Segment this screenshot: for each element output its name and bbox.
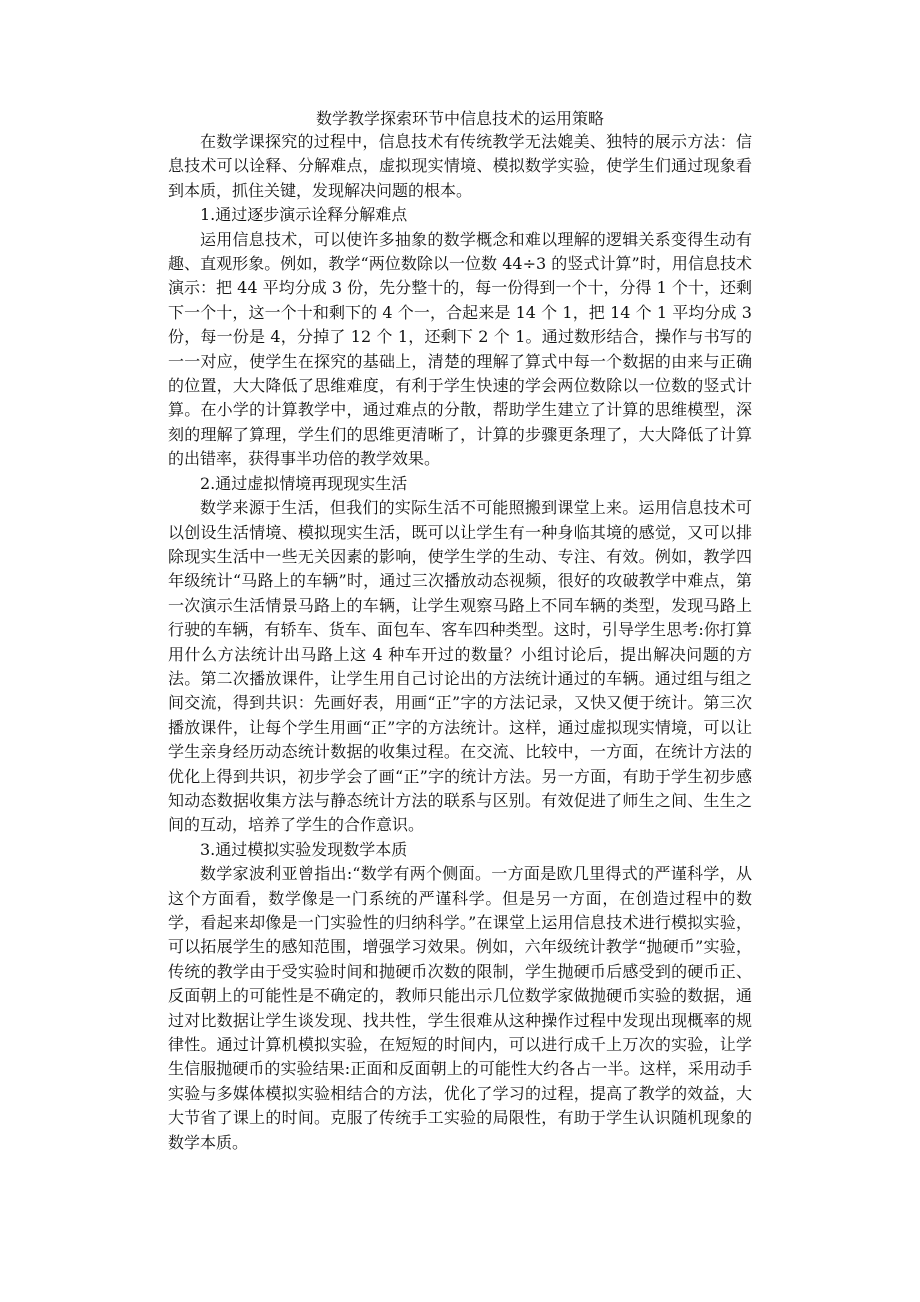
section-3-heading: 3.通过模拟实验发现数学本质 — [200, 839, 408, 859]
section-2-paragraph: 数学来源于生活，但我们的实际生活不可能照搬到课堂上来。运用信息技术可以创设生活情境、模拟现实生活，既可以让学生有一种身临其境的感觉，又可以排除现实生活中一些无关因素的影响，使学生学的生动、专注、有效。例如，教学四年级统计“马路上的车辆”时，通过三次播放动态视频，很好的攻破教学中难点，第一次演示生活情景马路上的车辆，让学生观察马路上不同车辆的类型，发现马路上行驶的车辆，有轿车、货车、面包车、客车四种类型。这时，引导学生思考:你打算用什么方法统计出马路上这 4 种车开过的数量？小组讨论后，提出解决问题的方法。第二次播放课件，让学生用自己讨论出的方法统计通过的车辆。通过组与组之间交流，得到共识：先画好表，用画“正”字的方法记录，又快又便于统计。第三次播放课件，让每个学生用画“正”字的方法统计。这样，通过虚拟现实情境，可以让学生亲身经历动态统计数据的收集过程。在交流、比较中，一方面，在统计方法的优化上得到共识，初步学会了画“正”字的统计方法。另一方面，有助于学生初步感知动态数据收集方法与静态统计方法的联系与区别。有效促进了师生之间、生生之间的互动，培养了学生的合作意识。 — [168, 498, 752, 835]
section-1-heading: 1.通过逐步演示诠释分解难点 — [200, 205, 408, 225]
document-page — [168, 108, 752, 1155]
section-2-heading: 2.通过虚拟情境再现现实生活 — [200, 473, 408, 493]
intro-paragraph: 在数学课探究的过程中，信息技术有传统教学无法媲美、独特的展示方法：信息技术可以诠释、分解难点，虚拟现实情境、模拟数学实验，使学生们通过现象看到本质，抓住关键，发现解决问题的根本。 — [168, 132, 752, 200]
section-1-paragraph: 运用信息技术，可以使许多抽象的数学概念和难以理解的逻辑关系变得生动有趣、直观形象。例如，教学“两位数除以一位数 44÷3 的竖式计算”时，用信息技术演示：把 44 平均分成 3 份，先分整十的，每一份得到一个十，分得 1 个十，还剩下一个十，这一个十和剩下的 4 个一，合起来是 14 个 1，把 14 个 1 平均分成 3 份，每一份是 4，分掉了 12 个 1，还剩下 2 个 1。通过数形结合，操作与书写的一一对应，使学生在探究的基础上，清楚的理解了算式中每一个数据的由来与正确的位置，大大降低了思维难度，有利于学生快速的学会两位数除以一位数的竖式计算。在小学的计算教学中，通过难点的分散，帮助学生建立了计算的思维模型，深刻的理解了算理，学生们的思维更清晰了，计算的步骤更条理了，大大降低了计算的出错率，获得事半功倍的教学效果。 — [168, 229, 752, 469]
document-title: 数学教学探索环节中信息技术的运用策略 — [315, 109, 604, 128]
section-3-paragraph: 数学家波利亚曾指出:“数学有两个侧面。一方面是欧几里得式的严谨科学，从这个方面看，数学像是一门系统的严谨科学。但是另一方面，在创造过程中的数学，看起来却像是一门实验性的归纳科学。”在课堂上运用信息技术进行模拟实验，可以拓展学生的感知范围，增强学习效果。例如，六年级统计教学“抛硬币”实验，传统的教学由于受实验时间和抛硬币次数的限制，学生抛硬币后感受到的硬币正、反面朝上的可能性是不确定的，教师只能出示几位数学家做抛硬币实验的数据，通过对比数据让学生谈发现、找共性，学生很难从这种操作过程中发现出现概率的规律性。通过计算机模拟实验，在短短的时间内，可以进行成千上万次的实验，让学生信服抛硬币的实验结果:正面和反面朝上的可能性大约各占一半。这样，采用动手实验与多媒体模拟实验相结合的方法，优化了学习的过程，提高了教学的效益，大大节省了课上的时间。克服了传统手工实验的局限性，有助于学生认识随机现象的数学本质。 — [168, 864, 752, 1152]
